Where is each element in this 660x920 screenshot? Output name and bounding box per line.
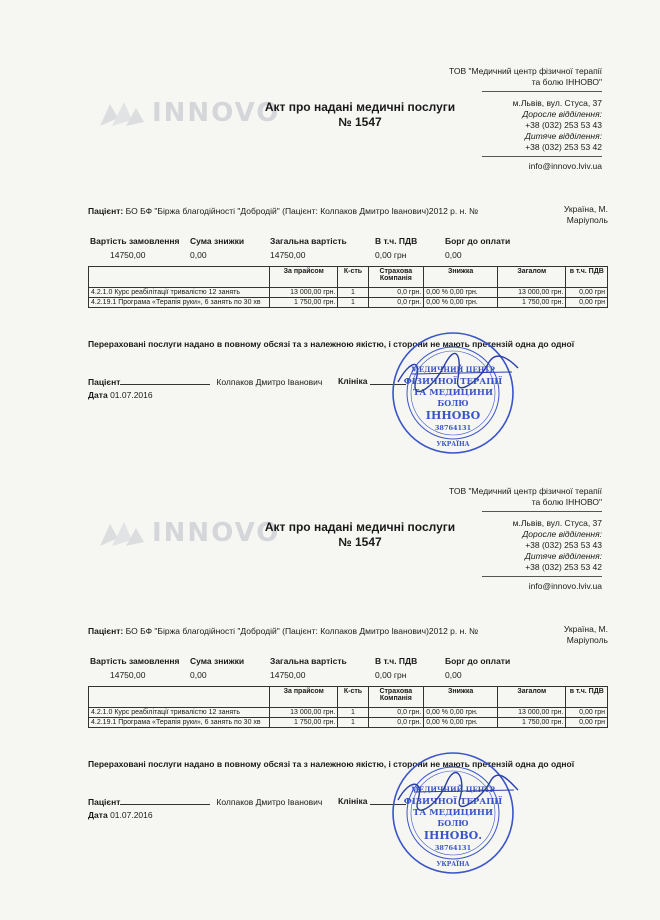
table-cell: 13 000,00 грн. [269, 288, 338, 298]
table-cell: 0,00 грн [566, 708, 608, 718]
summary-value: 0,00 [190, 250, 207, 260]
summary-headers [90, 656, 530, 666]
adult-dept-label: Доросле відділення: [522, 529, 602, 539]
stamp-text: УКРАЇНА [436, 441, 470, 448]
handwritten-signature [392, 350, 522, 400]
patient-sign-line [120, 376, 210, 385]
adult-dept-phone: +38 (032) 253 53 43 [525, 540, 602, 550]
summary-header: В т.ч. ПДВ [375, 236, 418, 246]
stamp-text: ТА МЕДИЦИНИ [413, 388, 493, 398]
logo-text: INNOVO [152, 518, 281, 548]
table-row [89, 298, 608, 308]
table-cell: 0,0 грн. [368, 708, 424, 718]
date-row [88, 810, 153, 820]
services-table [88, 266, 608, 308]
child-dept-label: Дитяче відділення: [524, 131, 602, 141]
patient-value: БО БФ "Біржа благодійності "Добродій" (Пацієнт: Колпаков Дмитро Іванович)2012 р. н. № [125, 206, 479, 216]
summary-header: Вартість замовлення [90, 656, 180, 666]
table-cell: 1 [338, 718, 368, 728]
summary-values [90, 670, 530, 680]
patient-sign-label: Пацієнт [88, 797, 121, 807]
summary-header: Борг до оплати [445, 236, 511, 246]
act-number: № 1547 [338, 535, 382, 549]
table-header [89, 687, 270, 708]
stamp-text: 38764131 [434, 424, 472, 432]
divider [482, 156, 602, 157]
summary-value: 14750,00 [270, 670, 306, 680]
table-header-row [89, 267, 608, 288]
table-cell: 4.2.1.0 Курс реабілітації тривалістю 12 занять [89, 708, 270, 718]
summary-value: 0,00 [445, 670, 462, 680]
clinic-sign-label: Клініка [338, 376, 368, 386]
summary-value: 0,00 [190, 670, 207, 680]
patient-sign-label: Пацієнт [88, 377, 121, 387]
summary-header: Вартість замовлення [90, 236, 180, 246]
summary-values [90, 250, 530, 260]
table-cell: 0,00 грн [566, 718, 608, 728]
company-info [442, 486, 602, 592]
table-header: Страхова Компанія [368, 267, 424, 288]
summary-value: 0,00 грн [375, 670, 407, 680]
table-cell: 0,00 грн [566, 288, 608, 298]
statement-text: Перераховані послуги надано в повному обсязі та з належною якістю, і сторони не мають претензій одна до одної [88, 759, 575, 769]
company-email: info@innovo.lviv.ua [528, 581, 602, 591]
table-header: Загалом [498, 267, 566, 288]
signature-row [88, 376, 608, 387]
stamp-text: ФІЗИЧНОЇ ТЕРАПІЇ [403, 377, 503, 387]
table-header: За прайсом [269, 267, 338, 288]
divider [482, 91, 602, 92]
company-logo [92, 516, 281, 556]
table-header: К-сть [338, 267, 368, 288]
table-header-row [89, 687, 608, 708]
table-header: К-сть [338, 687, 368, 708]
date-row [88, 390, 153, 400]
child-dept-phone: +38 (032) 253 53 42 [525, 142, 602, 152]
table-cell: 0,00 грн [566, 298, 608, 308]
summary-header: Сума знижки [190, 656, 245, 666]
table-cell: 4.2.1.0 Курс реабілітації тривалістю 12 занять [89, 288, 270, 298]
table-cell: 1 [338, 708, 368, 718]
table-header: Загалом [498, 687, 566, 708]
table-header: Страхова Компанія [368, 687, 424, 708]
table-cell: 1 750,00 грн. [498, 718, 566, 728]
company-logo [92, 96, 281, 136]
table-cell: 4.2.19.1 Програма «Терапія руки», 6 занять по 30 хв [89, 718, 270, 728]
table-header: Знижка [424, 267, 498, 288]
table-cell: 1 750,00 грн. [269, 298, 338, 308]
summary-headers [90, 236, 530, 246]
date-value: 01.07.2016 [110, 390, 153, 400]
table-cell: 0,0 грн. [368, 718, 424, 728]
summary-value: 14750,00 [110, 250, 146, 260]
act-number: № 1547 [338, 115, 382, 129]
summary-header: Борг до оплати [445, 656, 511, 666]
patient-city-line1: Україна, М. [563, 624, 608, 634]
table-cell: 1 [338, 298, 368, 308]
summary-header: Загальна вартість [270, 236, 347, 246]
table-cell: 1 [338, 288, 368, 298]
table-header: в т.ч. ПДВ [566, 687, 608, 708]
divider [482, 511, 602, 512]
table-cell: 0,00 % 0,00 грн. [424, 708, 498, 718]
patient-city [538, 204, 608, 226]
act-title [260, 520, 460, 550]
table-header [89, 267, 270, 288]
stamp-text: УКРАЇНА [436, 861, 470, 868]
summary-value: 0,00 [445, 250, 462, 260]
clinic-sign-label: Клініка [338, 796, 368, 806]
stamp-text: ІННОВО [425, 409, 481, 422]
patient-row [88, 624, 608, 645]
summary-header: Сума знижки [190, 236, 245, 246]
table-row [89, 718, 608, 728]
table-header: Знижка [424, 687, 498, 708]
handwritten-signature [392, 770, 522, 820]
patient-city-line2: Маріуполь [566, 635, 608, 645]
patient-city-line2: Маріуполь [566, 215, 608, 225]
patient-city-line1: Україна, М. [563, 204, 608, 214]
date-value: 01.07.2016 [110, 810, 153, 820]
table-header: в т.ч. ПДВ [566, 267, 608, 288]
stamp-text: МЕДИЧНИЙ ЦЕНТР [411, 785, 495, 794]
summary-value: 0,00 грн [375, 250, 407, 260]
date-label: Дата [88, 390, 108, 400]
table-cell: 1 750,00 грн. [269, 718, 338, 728]
patient-label: Пацієнт: [88, 626, 124, 636]
summary-value: 14750,00 [270, 250, 306, 260]
table-cell: 0,00 % 0,00 грн. [424, 718, 498, 728]
table-header: За прайсом [269, 687, 338, 708]
adult-dept-phone: +38 (032) 253 53 43 [525, 120, 602, 130]
patient-value: БО БФ "Біржа благодійності "Добродій" (Пацієнт: Колпаков Дмитро Іванович)2012 р. н. № [125, 626, 479, 636]
table-cell: 0,00 % 0,00 грн. [424, 298, 498, 308]
stamp-text: 38764131 [434, 844, 472, 852]
logo-mark-icon [92, 516, 152, 552]
stamp-text: БОЛЮ [437, 398, 469, 408]
statement-text: Перераховані послуги надано в повному обсязі та з належною якістю, і сторони не мають претензій одна до одної [88, 339, 575, 349]
adult-dept-label: Доросле відділення: [522, 109, 602, 119]
logo-text: INNOVO [152, 98, 281, 128]
child-dept-phone: +38 (032) 253 53 42 [525, 562, 602, 572]
child-dept-label: Дитяче відділення: [524, 551, 602, 561]
company-email: info@innovo.lviv.ua [528, 161, 602, 171]
company-info [442, 66, 602, 172]
summary [90, 656, 530, 680]
stamp-text: МЕДИЧНИЙ ЦЕНТР [411, 365, 495, 374]
date-label: Дата [88, 810, 108, 820]
company-address: м.Львів, вул. Стуса, 37 [512, 518, 602, 528]
act-copy-2 [0, 480, 660, 920]
divider [482, 576, 602, 577]
table-cell: 0,00 % 0,00 грн. [424, 288, 498, 298]
table-cell: 4.2.19.1 Програма «Терапія руки», 6 занять по 30 хв [89, 298, 270, 308]
stamp-text: ТА МЕДИЦИНИ [413, 808, 493, 818]
patient-label: Пацієнт: [88, 206, 124, 216]
logo-mark-icon [92, 96, 152, 132]
stamp-text: ФІЗИЧНОЇ ТЕРАПІЇ [403, 797, 503, 807]
company-address: м.Львів, вул. Стуса, 37 [512, 98, 602, 108]
table-cell: 13 000,00 грн. [498, 288, 566, 298]
summary-value: 14750,00 [110, 670, 146, 680]
signature-row [88, 796, 608, 807]
table-row [89, 288, 608, 298]
table-cell: 0,0 грн. [368, 288, 424, 298]
summary [90, 236, 530, 260]
act-title-line1: Акт про надані медичні послуги [264, 520, 456, 534]
act-title [260, 100, 460, 130]
table-cell: 13 000,00 грн. [269, 708, 338, 718]
patient-sign-line [120, 796, 210, 805]
stamp-text: ІННОВО. [423, 829, 483, 842]
services-table [88, 686, 608, 728]
act-title-line1: Акт про надані медичні послуги [264, 100, 456, 114]
patient-city [538, 624, 608, 646]
table-row [89, 708, 608, 718]
stamp-text: БОЛЮ [437, 818, 469, 828]
table-cell: 0,0 грн. [368, 298, 424, 308]
table-cell: 1 750,00 грн. [498, 298, 566, 308]
act-copy-1 [0, 60, 660, 500]
patient-row [88, 204, 608, 225]
summary-header: В т.ч. ПДВ [375, 656, 418, 666]
table-cell: 13 000,00 грн. [498, 708, 566, 718]
company-name: ТОВ "Медичний центр фізичної терапії та болю ІННОВО" [449, 486, 602, 507]
summary-header: Загальна вартість [270, 656, 347, 666]
company-name: ТОВ "Медичний центр фізичної терапії та болю ІННОВО" [449, 66, 602, 87]
patient-sign-name: Колпаков Дмитро Іванович [216, 797, 323, 807]
patient-sign-name: Колпаков Дмитро Іванович [216, 377, 323, 387]
